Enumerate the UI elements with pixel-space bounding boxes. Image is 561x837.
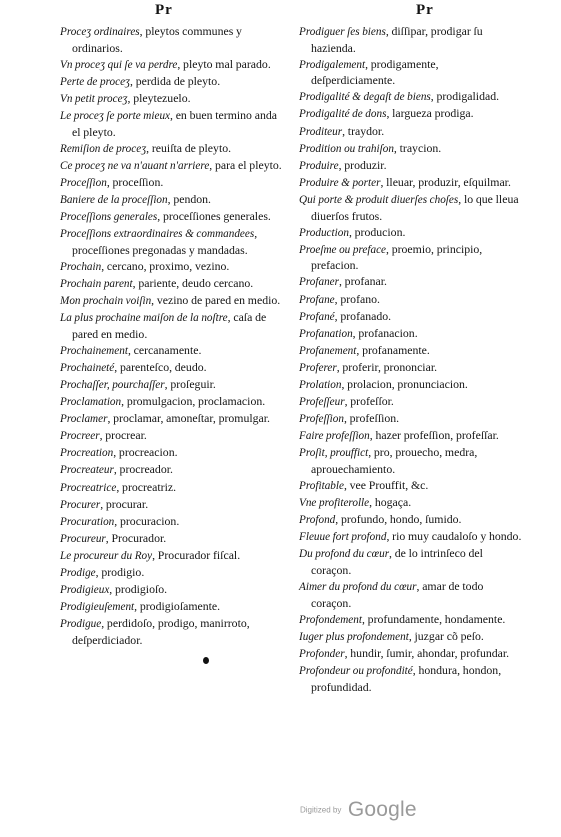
spanish-translation: , prodigamente, deſperdiciamente.: [311, 56, 439, 88]
french-headword: Baniere de la proceſſion: [60, 193, 168, 206]
spanish-translation: , profanar.: [338, 274, 387, 289]
french-headword: Proclamation: [60, 396, 122, 409]
french-headword: Profanation: [299, 327, 353, 340]
spanish-translation: , prodigioſo.: [109, 582, 168, 597]
spanish-translation: , juzgar cõ peſo.: [408, 628, 484, 643]
french-headword: Proeſme ou preface: [299, 243, 386, 256]
french-headword: Qui porte & produit diuerſes choſes: [299, 193, 459, 206]
french-headword: Prodigue: [60, 618, 102, 631]
dictionary-entry: [299, 428, 525, 445]
dictionary-entry: [60, 531, 288, 548]
dictionary-entry: [299, 360, 525, 377]
spanish-translation: , lo que lleua diuerſos frutos.: [311, 191, 519, 223]
french-headword: Prodigalement: [299, 58, 366, 71]
french-headword: Profondement: [299, 613, 362, 626]
spanish-translation: , proceſſiones pregonadas y mandadas.: [72, 226, 258, 257]
spanish-translation: , pendon.: [167, 191, 212, 206]
french-headword: La plus prochaine maiſon de la noſtre: [60, 312, 228, 325]
spanish-translation: , profanado.: [334, 308, 392, 323]
spanish-translation: , proceſſiones generales.: [157, 209, 271, 224]
spanish-translation: , cercano, proximo, vezino.: [101, 258, 230, 273]
french-headword: Prodiguer ſes biens: [299, 26, 386, 38]
french-headword: Aimer du profond du cœur: [299, 581, 417, 594]
dictionary-entry: [299, 57, 525, 89]
dictionary-entry: [299, 478, 525, 495]
french-headword: Prodigieuſement: [60, 601, 135, 614]
spanish-translation: , lleuar, produzir, eſquilmar.: [380, 174, 511, 189]
french-headword: Produire: [299, 159, 339, 172]
french-headword: Prodition ou trahiſon: [299, 142, 394, 155]
french-headword: Prochaineté: [60, 361, 115, 374]
dictionary-entry: [299, 646, 525, 663]
dictionary-entry: [60, 57, 288, 74]
french-headword: Procuration: [60, 515, 115, 528]
dictionary-entry: [60, 141, 288, 158]
spanish-translation: , de lo intrinſeco del coraçon.: [311, 546, 483, 577]
spanish-translation: , procuracion.: [114, 513, 180, 528]
spanish-translation: , profanacion.: [352, 325, 418, 340]
french-headword: Proditeur: [299, 125, 343, 138]
french-headword: Proferer: [299, 361, 337, 374]
watermark-prefix: Digitized by: [300, 805, 342, 815]
digitization-watermark: [300, 798, 417, 822]
dictionary-entry: [299, 24, 525, 56]
french-headword: Prodigalité de dons: [299, 108, 387, 121]
dictionary-entry: [299, 546, 525, 578]
french-headword: Iuger plus profondement: [299, 630, 409, 643]
french-headword: Profond: [299, 514, 336, 527]
spanish-translation: , en buen termino anda el pleyto.: [72, 107, 277, 139]
french-headword: Ce proceʒ ne va n'auant n'arriere: [60, 159, 210, 172]
french-headword: Profitable: [299, 480, 344, 493]
french-headword: Prolation: [299, 378, 342, 391]
french-headword: Production: [299, 226, 349, 239]
dictionary-entry: [60, 276, 288, 293]
dictionary-entry: [299, 274, 525, 291]
french-headword: Procreateur: [60, 464, 114, 477]
french-headword: Procureur: [60, 532, 106, 545]
spanish-translation: , hogaça.: [369, 495, 412, 510]
spanish-translation: , perdida de pleyto.: [130, 73, 221, 88]
dictionary-entry: [60, 209, 288, 226]
french-headword: Prochain: [60, 260, 102, 273]
dictionary-entry: [60, 158, 288, 175]
dictionary-entry: [299, 512, 525, 529]
dictionary-entry: [60, 445, 288, 462]
spanish-translation: , proclamar, amoneſtar, promulgar.: [107, 411, 271, 426]
dictionary-entry: [60, 428, 288, 445]
spanish-translation: , prodigalidad.: [430, 89, 500, 104]
dictionary-entry: [60, 497, 288, 514]
french-headword: Produire & porter: [299, 176, 381, 189]
dictionary-entry: [60, 394, 288, 411]
french-headword: Profeſſeur: [299, 396, 345, 409]
dictionary-entry: [299, 89, 525, 106]
dictionary-entry: [60, 293, 288, 310]
dictionary-entry: [60, 74, 288, 91]
spanish-translation: , pro, prouecho, medra, aprouechamiento.: [311, 445, 478, 476]
running-header-left: Pr: [155, 2, 173, 18]
french-headword: Procreation: [60, 447, 114, 460]
spanish-translation: , procreador.: [113, 462, 173, 477]
dictionary-entry: [299, 158, 525, 175]
french-headword: Proceſſions generales: [60, 211, 158, 224]
dictionary-entry: [60, 343, 288, 360]
dictionary-entry: [299, 141, 525, 158]
left-column: [60, 24, 288, 649]
watermark-brand: Google: [347, 798, 417, 821]
french-headword: Proceſſion: [60, 176, 107, 189]
french-headword: Profanement: [299, 344, 357, 357]
spanish-translation: , profanamente.: [356, 342, 430, 357]
dictionary-entry: [60, 108, 288, 140]
spanish-translation: , proceſſion.: [106, 174, 164, 189]
dictionary-entry: [60, 462, 288, 479]
spanish-translation: , promulgacion, proclamacion.: [121, 394, 266, 409]
dictionary-entry: [299, 326, 525, 343]
french-headword: Le proceʒ ſe porte mieux: [60, 109, 170, 122]
dictionary-entry: [60, 175, 288, 192]
spanish-translation: , prodigio.: [95, 565, 145, 579]
ink-blot: [203, 657, 209, 664]
running-header-right: Pr: [416, 2, 434, 18]
french-headword: Procurer: [60, 498, 101, 511]
french-headword: Prodigalité & degaſt de biens: [299, 91, 431, 104]
spanish-translation: , profano.: [334, 291, 380, 306]
french-headword: Vne profiterolle: [299, 497, 370, 510]
french-headword: Remiſion de proceʒ: [60, 142, 147, 155]
spanish-translation: , pleytezuelo.: [127, 90, 191, 105]
dictionary-entry: [299, 106, 525, 123]
dictionary-entry: [60, 360, 288, 377]
spanish-translation: , proferir, prononciar.: [336, 359, 438, 374]
dictionary-entry: [60, 377, 288, 394]
dictionary-entry: [60, 616, 288, 648]
french-headword: Profaner: [299, 276, 339, 289]
dictionary-entry: [299, 612, 525, 629]
dictionary-entry: [299, 377, 525, 394]
dictionary-entry: [299, 411, 525, 428]
french-headword: Du profond du cœur: [299, 548, 390, 561]
dictionary-entry: [60, 259, 288, 276]
dictionary-entry: [60, 24, 288, 56]
spanish-translation: , traycion.: [393, 140, 442, 155]
dictionary-entry: [299, 579, 525, 611]
dictionary-entry: [299, 343, 525, 360]
french-headword: Procreer: [60, 430, 100, 443]
french-headword: Fleuue fort profond: [299, 531, 387, 544]
spanish-translation: , cercanamente.: [127, 342, 202, 357]
spanish-translation: , producion.: [348, 224, 406, 239]
dictionary-entry: [299, 292, 525, 309]
spanish-translation: , procrear.: [99, 428, 147, 443]
dictionary-entry: [60, 480, 288, 497]
spanish-translation: , profundo, hondo, ſumido.: [335, 512, 462, 527]
french-headword: Vn proceʒ qui ſe va perdre: [60, 58, 178, 71]
dictionary-entry: [299, 663, 525, 695]
french-headword: Prodige: [60, 567, 96, 579]
spanish-translation: , reuiſta de pleyto.: [146, 140, 232, 155]
spanish-translation: , traydor.: [342, 123, 385, 138]
dictionary-entry: [60, 548, 288, 565]
dictionary-entry: [299, 309, 525, 326]
spanish-translation: , diſſipar, prodigar ſu hazienda.: [311, 24, 483, 55]
french-headword: Prodigieux: [60, 584, 110, 597]
spanish-translation: , largueza prodiga.: [386, 106, 474, 121]
french-headword: Profonder: [299, 647, 345, 660]
spanish-translation: , profeſſor.: [344, 394, 394, 409]
spanish-translation: , pleyto mal parado.: [177, 56, 271, 71]
spanish-translation: , profundamente, hondamente.: [361, 611, 506, 626]
dictionary-entry: [299, 529, 525, 546]
dictionary-entry: [60, 310, 288, 342]
spanish-translation: , proſeguir.: [164, 376, 216, 391]
dictionary-entry: [299, 394, 525, 411]
dictionary-entry: [60, 514, 288, 531]
dictionary-entry: [299, 242, 525, 274]
french-headword: Prochaſſer, pourchaſſer: [60, 378, 165, 391]
spanish-translation: , pariente, deudo cercano.: [132, 275, 254, 290]
spanish-translation: , caſa de pared en medio.: [72, 310, 267, 341]
spanish-translation: , produzir.: [338, 157, 387, 172]
spanish-translation: , profeſſion.: [343, 411, 400, 426]
spanish-translation: , prolacion, pronunciacion.: [341, 376, 468, 391]
spanish-translation: , procurar.: [100, 496, 149, 511]
dictionary-entry: [60, 565, 288, 582]
french-headword: Proceʒ ordinaires: [60, 26, 140, 38]
spanish-translation: , amar de todo coraçon.: [311, 579, 484, 610]
spanish-translation: , vee Prouffit, &c.: [343, 478, 429, 493]
spanish-translation: , Procurador fiſcal.: [152, 547, 241, 562]
dictionary-entry: [299, 495, 525, 512]
french-headword: Procreatrice: [60, 481, 117, 494]
french-headword: Prochain parent: [60, 277, 133, 290]
spanish-translation: , hazer profeſſion, profeſſar.: [369, 428, 499, 443]
french-headword: Proceſſions extraordinaires & commandees: [60, 228, 255, 241]
dictionary-entry: [60, 226, 288, 258]
french-headword: Le procureur du Roy: [60, 549, 153, 562]
spanish-translation: , procreatriz.: [116, 479, 177, 494]
dictionary-entry: [299, 225, 525, 242]
french-headword: Vn petit proceʒ: [60, 92, 128, 105]
french-headword: Proſit, prouffict: [299, 447, 369, 460]
french-headword: Prochainement: [60, 344, 128, 357]
french-headword: Faire profeſſion: [299, 430, 370, 443]
dictionary-entry: [60, 192, 288, 209]
dictionary-entry: [60, 411, 288, 428]
spanish-translation: , vezino de pared en medio.: [151, 293, 281, 307]
dictionary-entry: [60, 91, 288, 108]
french-headword: Mon prochain voiſin: [60, 295, 152, 307]
dictionary-entry: [60, 582, 288, 599]
spanish-translation: , procreacion.: [113, 445, 178, 460]
spanish-translation: , para el pleyto.: [209, 157, 282, 172]
french-headword: Profeſſion: [299, 413, 344, 426]
spanish-translation: , prodigioſamente.: [134, 599, 221, 614]
french-headword: Profane: [299, 293, 335, 306]
spanish-translation: , hundir, ſumir, ahondar, profundar.: [344, 645, 510, 660]
right-column: [299, 24, 525, 696]
spanish-translation: , rio muy caudaloſo y hondo.: [386, 529, 522, 544]
spanish-translation: , proemio, principio, prefacion.: [311, 241, 483, 273]
french-headword: Perte de proceʒ: [60, 75, 131, 88]
dictionary-entry: [299, 629, 525, 646]
spanish-translation: , parenteſco, deudo.: [114, 359, 207, 374]
french-headword: Proclamer: [60, 413, 108, 426]
dictionary-entry: [299, 175, 525, 192]
dictionary-entry: [299, 124, 525, 141]
dictionary-entry: [299, 192, 525, 224]
french-headword: Profondeur ou profondité: [299, 665, 413, 678]
spanish-translation: , hondura, hondon, profundidad.: [311, 663, 502, 694]
french-headword: Profané: [299, 310, 335, 323]
spanish-translation: , pleytos communes y ordinarios.: [72, 24, 242, 55]
spanish-translation: , Procurador.: [105, 530, 167, 545]
spanish-translation: , perdidoſo, prodigo, manirroto, deſperdiciador.: [72, 616, 250, 647]
dictionary-entry: [60, 599, 288, 616]
dictionary-entry: [299, 445, 525, 477]
